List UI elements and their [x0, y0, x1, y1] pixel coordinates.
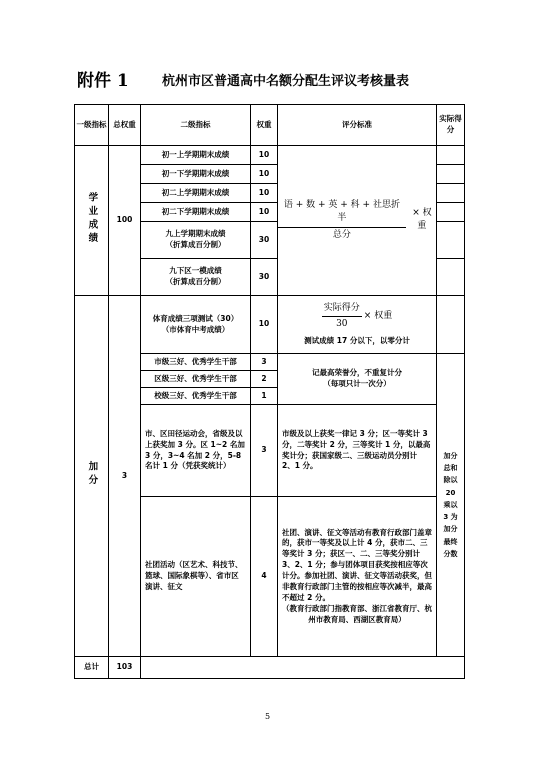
- sports-item-label: 市、区田径运动会，省级及以上获奖加 3 分。区 1~2 名加 3 分，3~4 名加 2 分，5-8 名计 1 分（凭获奖统计）: [141, 405, 251, 497]
- academic-item-weight: 30: [251, 222, 278, 259]
- category-academic: 学业成绩: [75, 146, 109, 296]
- total-label: 总计: [75, 657, 109, 679]
- honors-rule: 记最高荣誉分，不重复计分 （每项只计一次分）: [278, 354, 437, 405]
- page-number: 5: [264, 712, 271, 721]
- academic-item-label: 初一上学期期末成绩: [141, 146, 251, 165]
- sports-item-weight: 3: [251, 405, 278, 497]
- academic-item-label: 初二上学期期末成绩: [141, 184, 251, 203]
- category-bonus: 加分: [75, 296, 109, 657]
- page-header: [0, 62, 535, 90]
- academic-item-label: 九上学期期末成绩 （折算成百分制）: [141, 222, 251, 259]
- academic-item-label: 初二下学期期末成绩: [141, 203, 251, 222]
- header-criteria: 评分标准: [278, 105, 437, 146]
- club-item-label: 社团活动（区艺术、科技节、篮球、国际象棋等）、省市区演讲、征文: [141, 497, 251, 657]
- total-row: [75, 657, 465, 679]
- total-value: 103: [109, 657, 141, 679]
- academic-item-weight: 10: [251, 184, 278, 203]
- honor-item-weight: 2: [251, 371, 278, 388]
- club-item-weight: 4: [251, 497, 278, 657]
- header-weight: 权重: [251, 105, 278, 146]
- honor-item-label: 区级三好、优秀学生干部: [141, 371, 251, 388]
- honor-item-weight: 3: [251, 354, 278, 371]
- total-blank: [141, 657, 465, 679]
- academic-item-label: 九下区一模成绩 （折算成百分制）: [141, 259, 251, 296]
- actual-score-cell: [437, 222, 465, 259]
- honor-item-label: 校级三好、优秀学生干部: [141, 388, 251, 405]
- header-total-weight: 总权重: [109, 105, 141, 146]
- actual-score-cell: [437, 259, 465, 296]
- attachment-label: 附件 1: [77, 71, 129, 91]
- actual-score-cell: [437, 203, 465, 222]
- honor-item-weight: 1: [251, 388, 278, 405]
- academic-total-weight: 100: [109, 146, 141, 296]
- bonus-total-weight: 3: [109, 296, 141, 657]
- header-level2: 二级指标: [141, 105, 251, 146]
- academic-item-label: 初一下学期期末成绩: [141, 165, 251, 184]
- academic-formula: $\frac{\text{语 + 数 + 英 + 科 + 社思折半}}{\text{总分}}$ × 权重: [278, 146, 437, 296]
- header-level1: 一级指标: [75, 105, 109, 146]
- table-header-row: [75, 105, 465, 146]
- academic-item-weight: 10: [251, 203, 278, 222]
- academic-item-weight: 30: [251, 259, 278, 296]
- academic-item-weight: 10: [251, 146, 278, 165]
- sports-rule: 市级及以上获奖一律记 3 分；区一等奖计 3 分，二等奖计 2 分，三等奖计 1 分，以最高奖计分；获国家级二、三级运动员分别计 2、1 分。: [278, 405, 437, 497]
- academic-item-weight: 10: [251, 165, 278, 184]
- document-title: 杭州市区普通高中名额分配生评议考核量表: [162, 74, 410, 89]
- actual-score-cell: [437, 146, 465, 165]
- header-actual-score: 实际得分: [437, 105, 465, 146]
- evaluation-table: [74, 104, 465, 679]
- table-row: [75, 146, 465, 165]
- pe-item-label: 体育成绩三项测试（30） （市体育中考成绩）: [141, 296, 251, 354]
- pe-formula: $\frac{\text{实际得分}}{30}$ × 权重 测试成绩 17 分以下，以零分计: [278, 296, 437, 354]
- bonus-score-note: 加分总和除以 20 乘以 3 为加分最终分数: [437, 354, 465, 657]
- actual-score-cell: [437, 296, 465, 354]
- club-rule: 社团、演讲、征文等活动有教育行政部门盖章的，获市一等奖及以上计 4 分，获市二、三等奖计 3 分；获区一、二、三等奖分别计 3、2、1 分；参与团体项目获奖按相应等次计分。参加社团、演讲、征文等活动获奖，但非教育行政部门主管的按相应等次减半，最高不超过 2 分。 （教育行政部门指教育部、浙江省教育厅、杭州市教育局、西湖区教育局）: [278, 497, 437, 657]
- actual-score-cell: [437, 165, 465, 184]
- honor-item-label: 市级三好、优秀学生干部: [141, 354, 251, 371]
- actual-score-cell: [437, 184, 465, 203]
- table-row: [75, 296, 465, 354]
- pe-item-weight: 10: [251, 296, 278, 354]
